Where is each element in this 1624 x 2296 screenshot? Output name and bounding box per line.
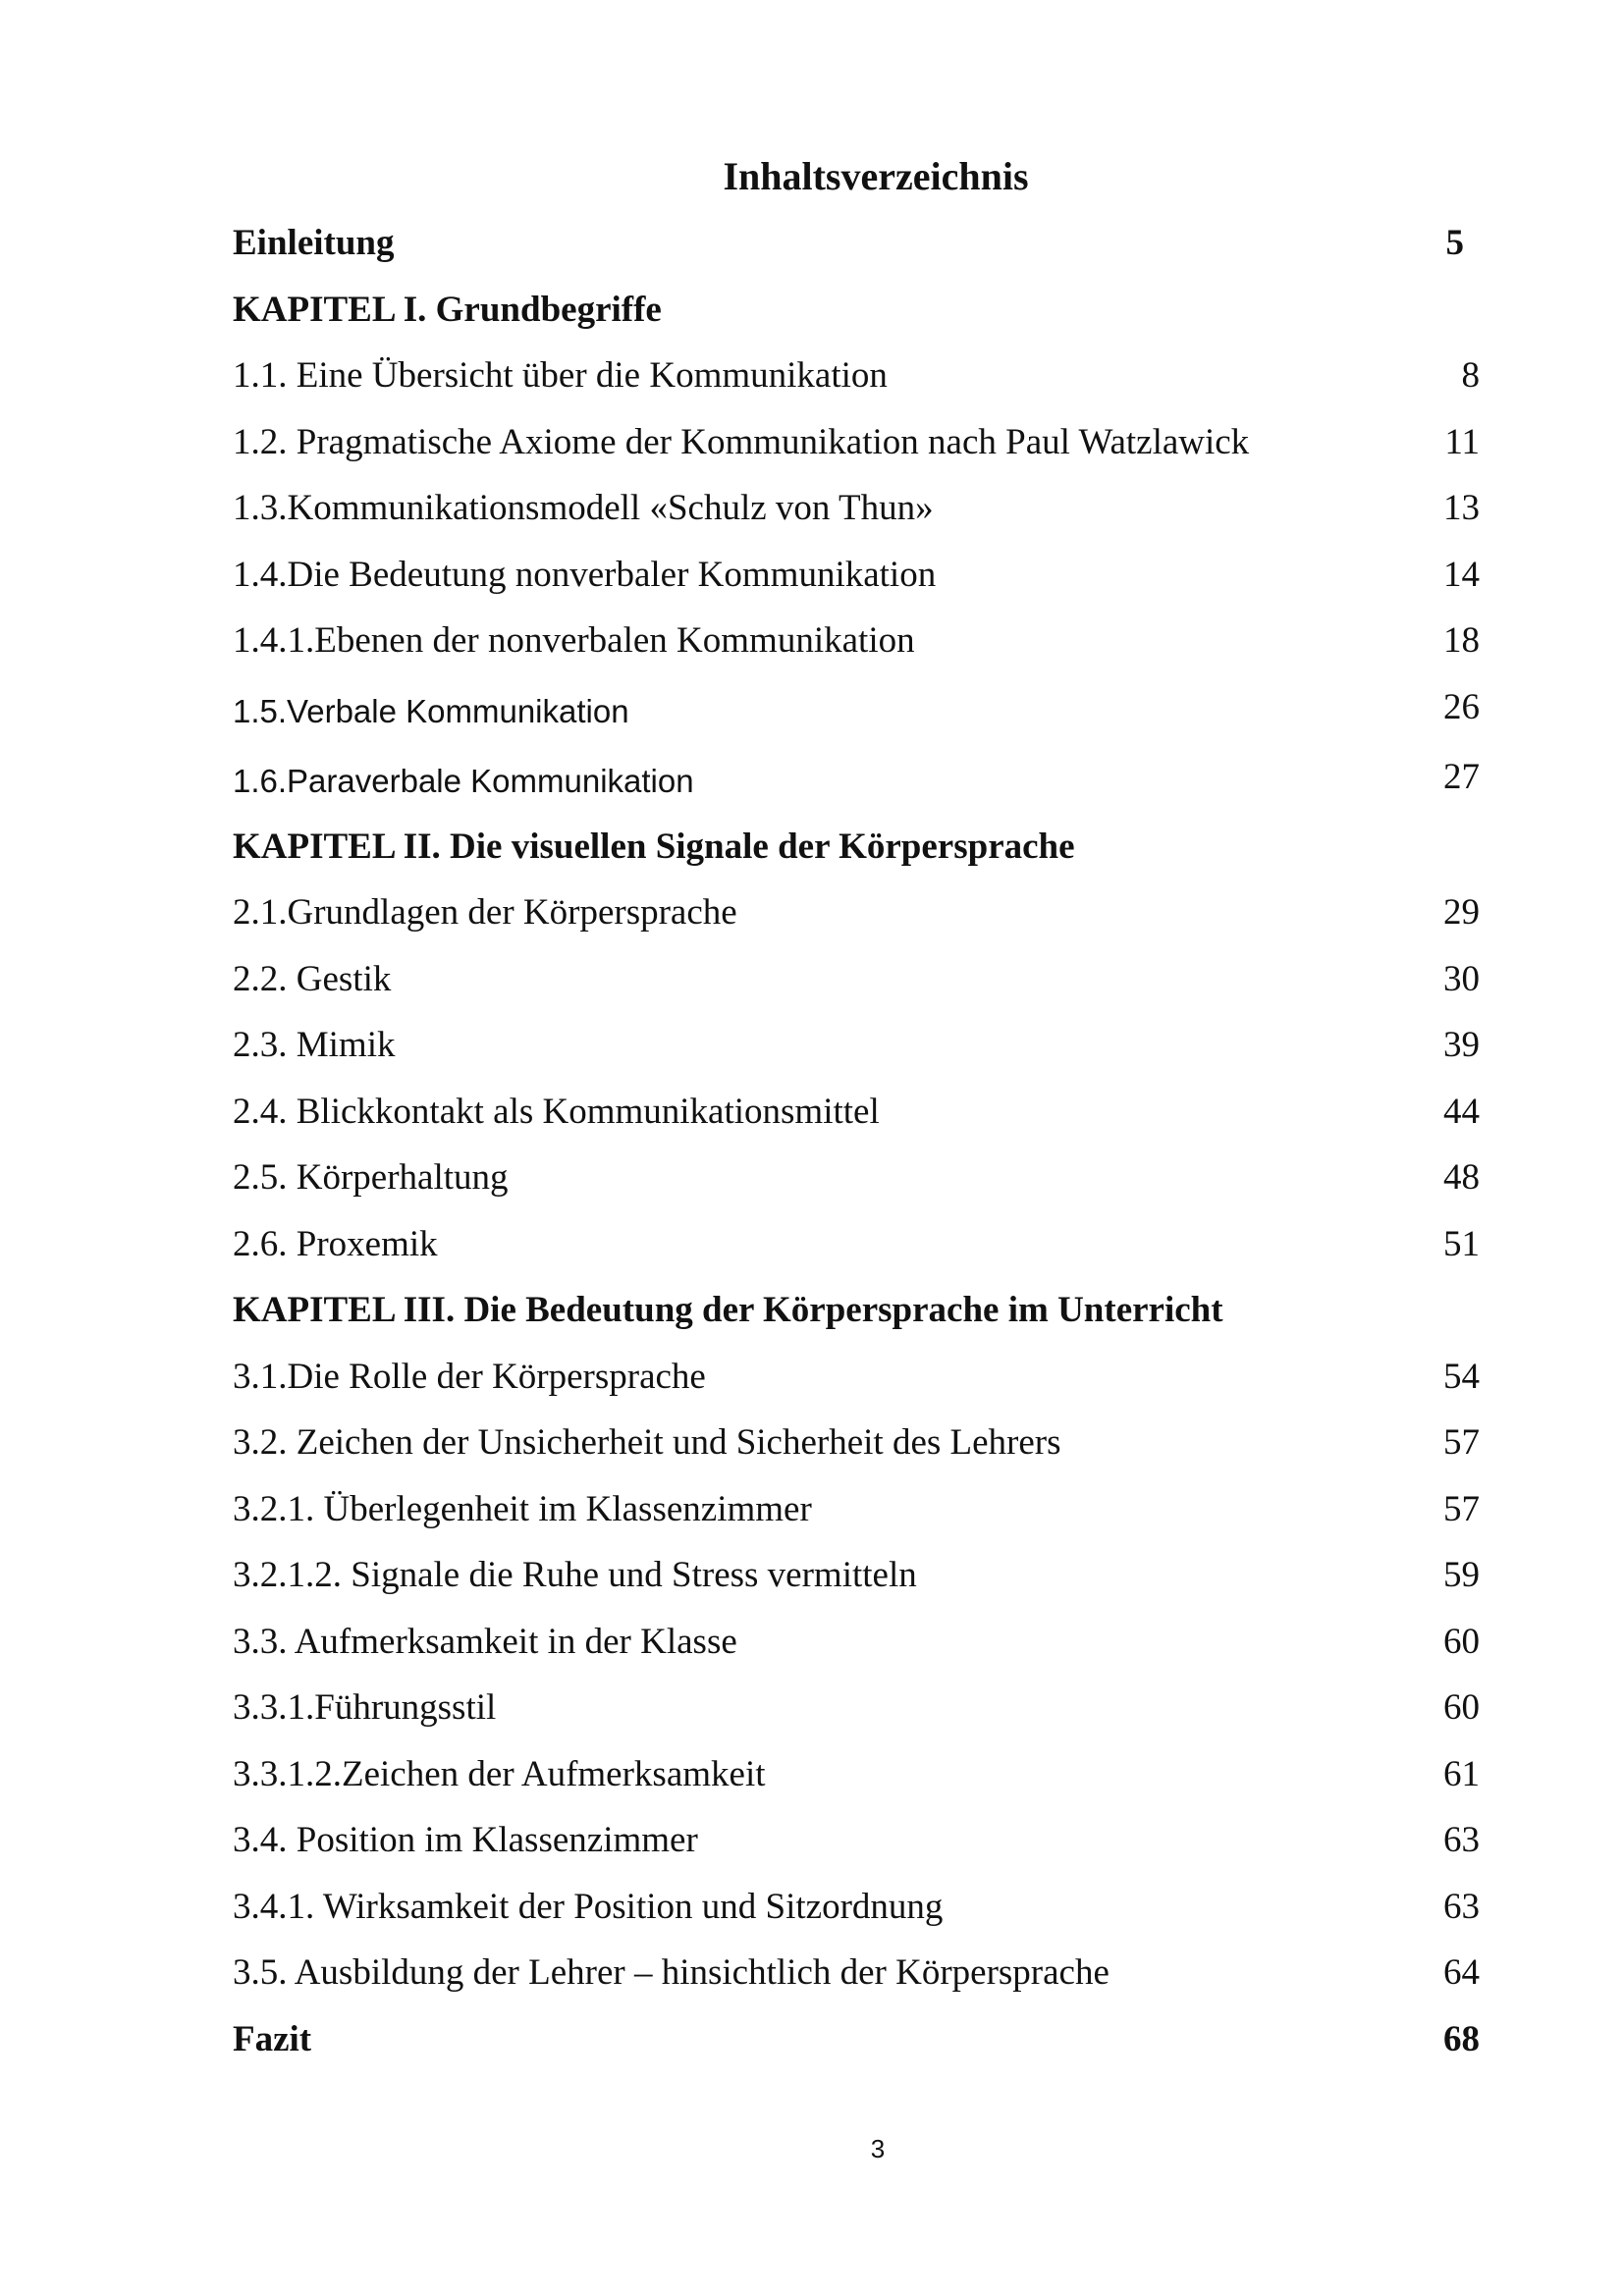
toc-entry-2-5[interactable]	[233, 1146, 1480, 1212]
toc-entry-label: 2.6. Proxemik	[233, 1223, 438, 1264]
toc-entry-1-1[interactable]	[233, 344, 1480, 410]
toc-entry-label: 1.5.Verbale Kommunikation	[233, 692, 629, 729]
toc-entry-label: 3.1.Die Rolle der Körpersprache	[233, 1356, 706, 1397]
toc-entry-label: 2.2. Gestik	[233, 958, 392, 999]
toc-entry-label: 1.4.Die Bedeutung nonverbaler Kommunikation	[233, 554, 937, 595]
toc-entry-label: 2.5. Körperhaltung	[233, 1157, 509, 1198]
toc-entry-label: KAPITEL I. Grundbegriffe	[233, 289, 662, 330]
toc-entry-page: 18	[1443, 620, 1480, 661]
toc-entry-page: 68	[1443, 2018, 1480, 2059]
toc-entry-page: 26	[1443, 686, 1480, 727]
toc-entry-page: 61	[1443, 1753, 1480, 1794]
toc-entry-2-4[interactable]	[233, 1080, 1480, 1147]
toc-entry-page: 8	[1461, 355, 1480, 396]
toc-entry-page: 59	[1443, 1555, 1480, 1595]
toc-entry-page: 57	[1443, 1422, 1480, 1463]
toc-entry-page: 51	[1443, 1223, 1480, 1264]
toc-entry-fazit[interactable]	[233, 2007, 1480, 2074]
toc-entry-label: 1.4.1.Ebenen der nonverbalen Kommunikation	[233, 620, 915, 661]
toc-chapter-1-heading[interactable]	[233, 278, 1480, 345]
toc-entry-3-1[interactable]	[233, 1345, 1480, 1412]
toc-entry-label: Einleitung	[233, 223, 395, 263]
toc-entry-page: 11	[1444, 421, 1480, 462]
toc-entry-2-2[interactable]	[233, 947, 1480, 1014]
toc-entry-label: Fazit	[233, 2018, 312, 2059]
toc-entry-page: 27	[1443, 756, 1480, 797]
toc-entry-label: 3.2.1. Überlegenheit im Klassenzimmer	[233, 1488, 812, 1529]
toc-entry-label: 3.3.1.Führungsstil	[233, 1687, 497, 1728]
toc-entry-3-5[interactable]	[233, 1941, 1480, 2007]
toc-entry-label: KAPITEL II. Die visuellen Signale der Körpersprache	[233, 826, 1075, 867]
toc-entry-3-2[interactable]	[233, 1411, 1480, 1477]
toc-entry-label: 2.1.Grundlagen der Körpersprache	[233, 892, 737, 933]
toc-entry-label: 2.3. Mimik	[233, 1025, 396, 1065]
toc-entry-page: 57	[1443, 1488, 1480, 1529]
toc-entry-einleitung[interactable]	[233, 211, 1480, 278]
page-number: 3	[870, 2134, 886, 2163]
toc-entry-page: 63	[1443, 1886, 1480, 1927]
toc-chapter-2-heading[interactable]	[233, 815, 1480, 881]
toc-entry-label: 1.6.Paraverbale Kommunikation	[233, 762, 694, 799]
toc-entry-label: 3.2.1.2. Signale die Ruhe und Stress vermitteln	[233, 1555, 917, 1595]
toc-entry-page: 39	[1443, 1025, 1480, 1065]
toc-entry-label: 3.2. Zeichen der Unsicherheit und Sicherheit des Lehrers	[233, 1422, 1061, 1463]
toc-entry-label: 3.4.1. Wirksamkeit der Position und Sitzordnung	[233, 1886, 944, 1927]
toc-entry-page: 13	[1443, 488, 1480, 528]
toc-entry-page: 5	[1445, 223, 1464, 263]
toc-entry-label: 1.2. Pragmatische Axiome der Kommunikation nach Paul Watzlawick	[233, 421, 1250, 462]
toc-entry-2-3[interactable]	[233, 1013, 1480, 1080]
toc-entry-label: 2.4. Blickkontakt als Kommunikationsmittel	[233, 1091, 880, 1132]
toc-entry-page: 63	[1443, 1820, 1480, 1860]
toc-entry-3-3[interactable]	[233, 1610, 1480, 1677]
toc-entry-1-4[interactable]	[233, 543, 1480, 610]
toc-entry-page: 29	[1443, 892, 1480, 933]
toc-chapter-3-heading[interactable]	[233, 1278, 1480, 1345]
toc-entry-page: 44	[1443, 1091, 1480, 1132]
toc-entry-label: 3.4. Position im Klassenzimmer	[233, 1820, 698, 1860]
toc-entry-page: 60	[1443, 1687, 1480, 1728]
toc-entry-1-2[interactable]	[233, 410, 1480, 477]
toc-entry-2-6[interactable]	[233, 1212, 1480, 1279]
toc-entry-page: 30	[1443, 958, 1480, 999]
toc-entry-page: 64	[1443, 1952, 1480, 1993]
toc-entry-page: 60	[1443, 1621, 1480, 1662]
toc-entry-3-2-1[interactable]	[233, 1477, 1480, 1544]
toc-entry-3-4-1[interactable]	[233, 1875, 1480, 1942]
toc-entry-1-6[interactable]	[233, 745, 1480, 815]
toc-entry-1-5[interactable]	[233, 675, 1480, 745]
toc-entry-3-3-1[interactable]	[233, 1676, 1480, 1742]
toc-entry-label: 3.5. Ausbildung der Lehrer – hinsichtlich der Körpersprache	[233, 1952, 1110, 1993]
toc-entry-3-2-1-2[interactable]	[233, 1543, 1480, 1610]
toc-entry-2-1[interactable]	[233, 881, 1480, 947]
table-of-contents	[233, 211, 1480, 2073]
toc-entry-label: KAPITEL III. Die Bedeutung der Körpersprache im Unterricht	[233, 1290, 1223, 1330]
toc-entry-1-4-1[interactable]	[233, 609, 1480, 675]
toc-entry-page: 48	[1443, 1157, 1480, 1198]
toc-entry-label: 1.3.Kommunikationsmodell «Schulz von Thun»	[233, 488, 934, 528]
toc-entry-page: 54	[1443, 1356, 1480, 1397]
toc-title: Inhaltsverzeichnis	[723, 154, 1029, 198]
toc-entry-3-4[interactable]	[233, 1808, 1480, 1875]
toc-entry-1-3[interactable]	[233, 476, 1480, 543]
toc-entry-label: 3.3.1.2.Zeichen der Aufmerksamkeit	[233, 1753, 766, 1794]
toc-entry-page: 14	[1443, 554, 1480, 595]
toc-entry-label: 3.3. Aufmerksamkeit in der Klasse	[233, 1621, 737, 1662]
toc-entry-label: 1.1. Eine Übersicht über die Kommunikation	[233, 355, 888, 396]
toc-entry-3-3-1-2[interactable]	[233, 1742, 1480, 1809]
